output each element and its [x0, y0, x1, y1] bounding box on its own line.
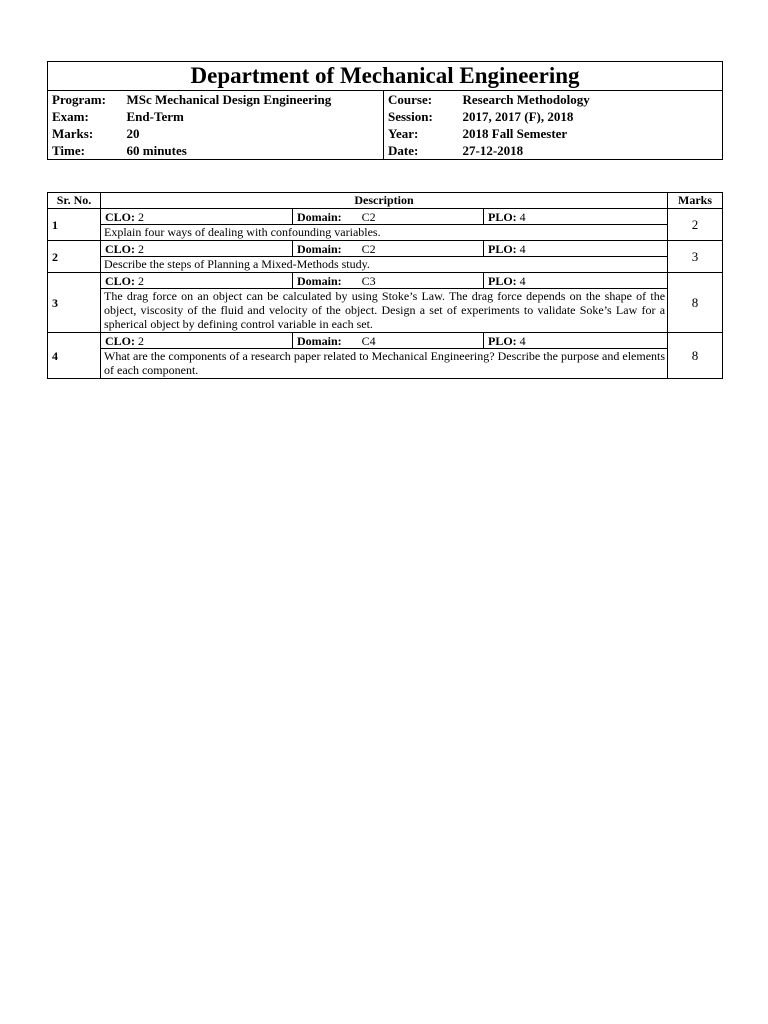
plo-cell: [484, 273, 668, 289]
question-number: 3: [48, 273, 101, 333]
clo-value: 2: [138, 273, 144, 288]
department-title: Department of Mechanical Engineering: [48, 62, 723, 91]
exam-value: End-Term: [123, 108, 384, 125]
clo-label: CLO:: [105, 333, 135, 348]
question-text: Describe the steps of Planning a Mixed-Methods study.: [101, 257, 668, 273]
plo-label: PLO:: [488, 241, 517, 256]
marks-value: 20: [123, 125, 384, 142]
clo-value: 2: [138, 333, 144, 348]
domain-label: Domain:: [297, 273, 342, 288]
domain-value: C2: [361, 241, 376, 256]
marks-label: Marks:: [48, 125, 123, 142]
question-row: [48, 241, 723, 257]
domain-label: Domain:: [297, 333, 342, 348]
question-marks: 3: [668, 241, 723, 273]
plo-value: 4: [519, 273, 526, 288]
domain-value: C3: [361, 273, 376, 288]
date-label: Date:: [384, 142, 459, 160]
clo-cell: [101, 333, 293, 349]
question-number: 2: [48, 241, 101, 273]
question-text: What are the components of a research paper related to Mechanical Engineering? Describe the purpose and elements of each component.: [101, 349, 668, 379]
plo-value: 4: [519, 333, 526, 348]
question-marks: 8: [668, 333, 723, 379]
clo-label: CLO:: [105, 273, 135, 288]
question-row: [48, 209, 723, 225]
question-marks: 2: [668, 209, 723, 241]
clo-value: 2: [138, 241, 144, 256]
plo-cell: [484, 241, 668, 257]
clo-label: CLO:: [105, 241, 135, 256]
domain-label: Domain:: [297, 241, 342, 256]
domain-cell: [293, 241, 484, 257]
plo-label: PLO:: [488, 273, 517, 288]
plo-label: PLO:: [488, 333, 517, 348]
clo-label: CLO:: [105, 209, 135, 224]
time-value: 60 minutes: [123, 142, 384, 160]
questions-table: [47, 192, 723, 379]
year-label: Year:: [384, 125, 459, 142]
plo-cell: [484, 209, 668, 225]
col-header-sr: Sr. No.: [48, 193, 101, 209]
clo-cell: [101, 241, 293, 257]
question-text: Explain four ways of dealing with confounding variables.: [101, 225, 668, 241]
session-label: Session:: [384, 108, 459, 125]
course-value: Research Methodology: [459, 91, 723, 109]
domain-cell: [293, 209, 484, 225]
domain-cell: [293, 273, 484, 289]
question-number: 4: [48, 333, 101, 379]
col-header-marks: Marks: [668, 193, 723, 209]
domain-cell: [293, 333, 484, 349]
program-label: Program:: [48, 91, 123, 109]
program-value: MSc Mechanical Design Engineering: [123, 91, 384, 109]
question-text: The drag force on an object can be calculated by using Stoke’s Law. The drag force depends on the shape of the object, viscosity of the fluid and velocity of the object. Design a set of experiments to validate Soke’s Law for a spherical object by defining control variable in each set.: [101, 289, 668, 333]
col-header-description: Description: [101, 193, 668, 209]
plo-value: 4: [519, 241, 526, 256]
domain-value: C2: [361, 209, 376, 224]
course-label: Course:: [384, 91, 459, 109]
exam-label: Exam:: [48, 108, 123, 125]
question-row: [48, 273, 723, 289]
session-value: 2017, 2017 (F), 2018: [459, 108, 723, 125]
exam-header: [47, 61, 723, 160]
clo-cell: [101, 273, 293, 289]
question-marks: 8: [668, 273, 723, 333]
plo-value: 4: [519, 209, 526, 224]
clo-cell: [101, 209, 293, 225]
date-value: 27-12-2018: [459, 142, 723, 160]
clo-value: 2: [138, 209, 144, 224]
domain-value: C4: [361, 333, 376, 348]
question-row: [48, 333, 723, 349]
year-value: 2018 Fall Semester: [459, 125, 723, 142]
plo-cell: [484, 333, 668, 349]
domain-label: Domain:: [297, 209, 342, 224]
question-number: 1: [48, 209, 101, 241]
time-label: Time:: [48, 142, 123, 160]
plo-label: PLO:: [488, 209, 517, 224]
